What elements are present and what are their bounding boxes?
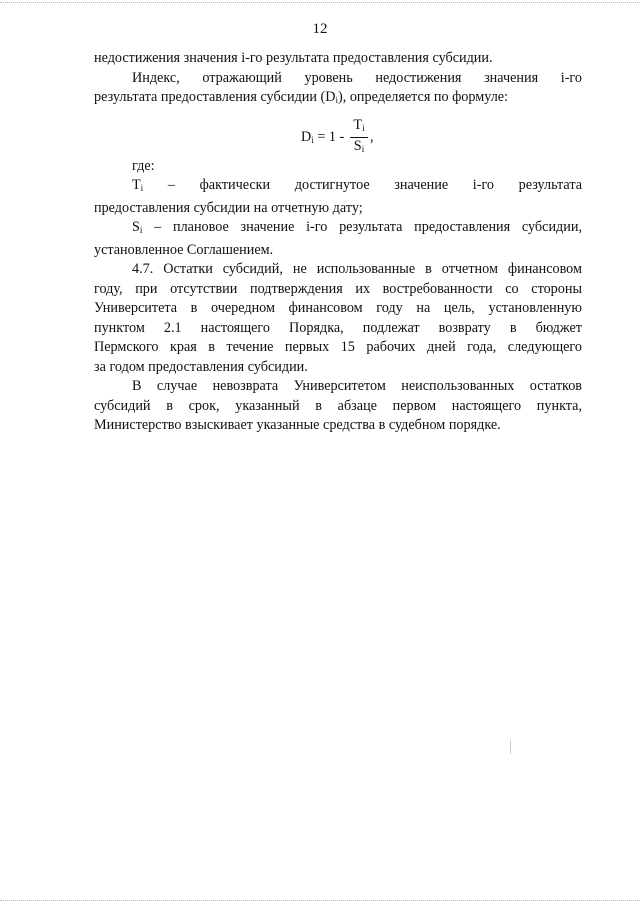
paragraph-line: Пермского края в течение первых 15 рабочих дней года, следующего [94, 339, 582, 355]
where-label: где: [132, 157, 155, 174]
paragraph-line: субсидий в срок, указанный в абзаце первом настоящего пункта, [94, 397, 582, 414]
formula-lhs [301, 128, 344, 151]
text-fragment: ), определяется по формуле: [338, 89, 509, 105]
subscript: i [362, 122, 365, 133]
formula-var: T [353, 116, 363, 133]
paragraph-line: за годом предоставления субсидии. [94, 358, 308, 375]
text-fragment: – фактически достигнутое значение i-го результата [143, 177, 582, 193]
paragraph-line: предоставления субсидии на отчетную дату; [94, 199, 363, 216]
paragraph-line: Университета в очередном финансовом году на цель, установленную [94, 300, 582, 316]
formula-var: S [353, 137, 362, 154]
scan-bottom-edge [0, 900, 640, 901]
scan-artifact-mark [510, 740, 511, 754]
paragraph-line: Индекс, отражающий уровень недостижения значения i-го [132, 69, 582, 86]
formula-text: = 1 - [313, 128, 345, 145]
scan-top-edge [0, 2, 640, 3]
formula-block [94, 117, 582, 161]
paragraph-line: 4.7. Остатки субсидий, не использованные в отчетном финансовом [132, 261, 582, 277]
page-number: 12 [312, 21, 328, 37]
paragraph-line: установленное Соглашением. [94, 241, 274, 258]
paragraph-line [94, 176, 582, 199]
paragraph-line [94, 88, 582, 111]
formula-comma: , [370, 128, 374, 145]
paragraph-line: Министерство взыскивает указанные средства в судебном порядке. [94, 417, 501, 433]
paragraph-line: году, при отсутствии подтверждения их востребованности со стороны [94, 280, 582, 297]
subscript: i [361, 143, 365, 154]
subscript: i [311, 134, 314, 145]
text-fragment: результата предоставления субсидии (D [94, 89, 336, 105]
subscript: i [139, 225, 143, 235]
definition-term: S [132, 219, 140, 235]
paragraph-line: В случае невозврата Университетом неиспользованных остатков [132, 378, 582, 394]
fraction-numerator [350, 117, 368, 138]
fraction-denominator [350, 138, 368, 158]
paragraph-line: недостижения значения i-го результата предоставления субсидии. [94, 50, 493, 66]
subscript: i [140, 183, 144, 193]
paragraph-line: пунктом 2.1 настоящего Порядка, подлежат возврату в бюджет [94, 319, 582, 336]
text-fragment: – плановое значение i-го результата предоставления субсидии, [142, 219, 582, 235]
document-body [94, 49, 582, 436]
definition-term: T [132, 177, 141, 193]
formula-fraction [350, 117, 368, 158]
subscript: i [335, 95, 339, 105]
paragraph-line [94, 218, 582, 241]
formula-var: D [301, 128, 312, 145]
